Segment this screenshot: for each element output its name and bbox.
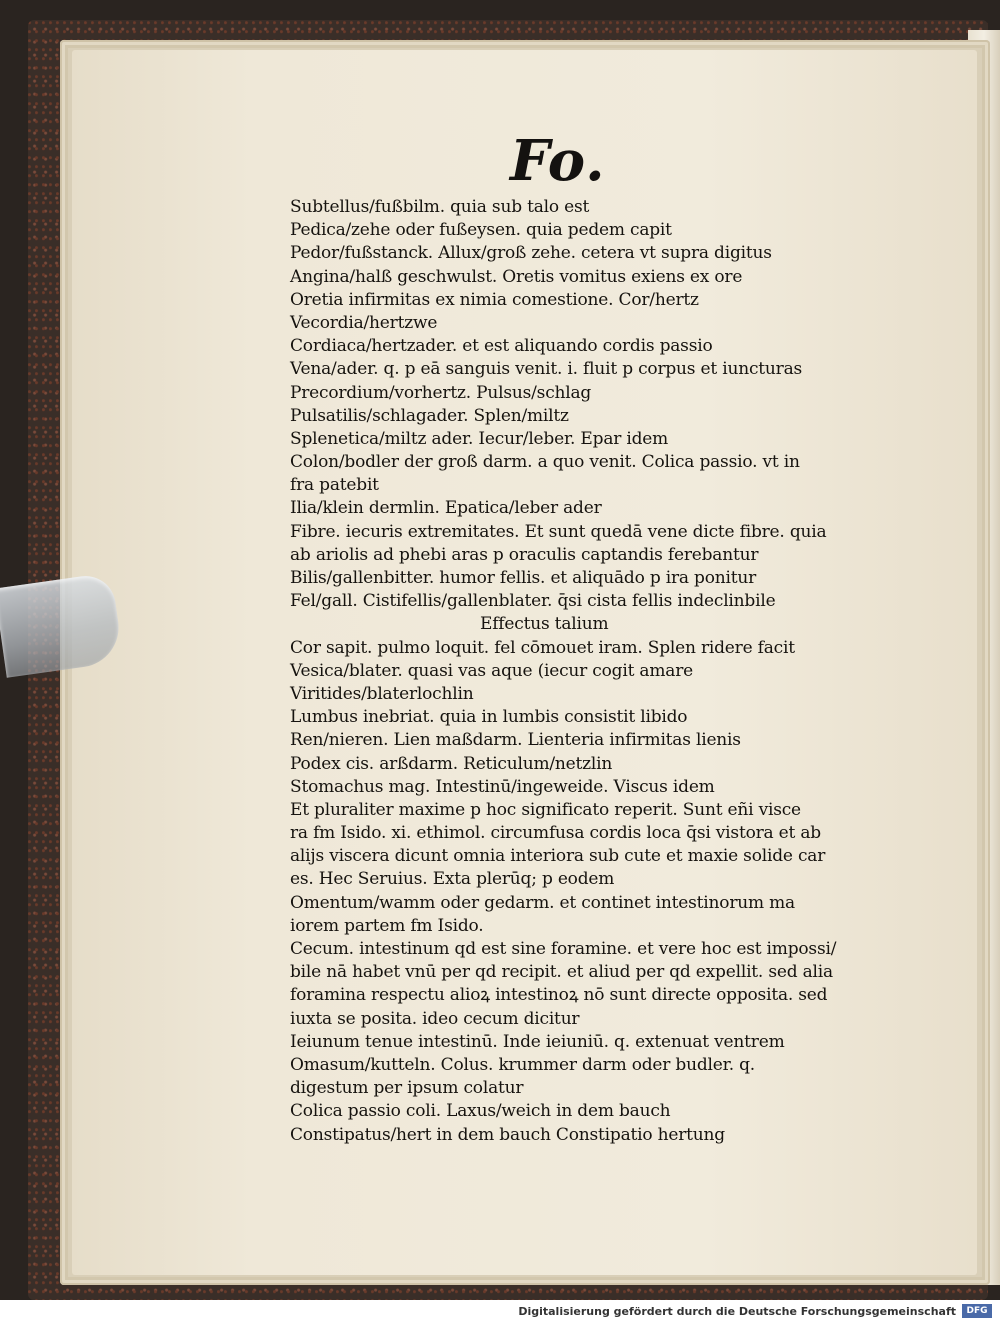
text-line: Omasum/kutteln. Colus. krummer darm oder budler. q. xyxy=(290,1054,755,1075)
text-line: Bilis/gallenbitter. humor fellis. et aliquādo p ira ponitur xyxy=(290,568,757,588)
text-line: Constipatus/hert in dem bauch Constipatio hertung xyxy=(290,1124,725,1145)
text-line: Vecordia/hertzwe xyxy=(290,312,438,333)
text-line: foramina respectu alioꝝ intestinoꝝ nō sunt directe opposita. sed xyxy=(290,985,828,1006)
text-line: Pulsatilis/schlagader. Splen/miltz xyxy=(290,405,569,426)
text-line: digestum per ipsum colatur xyxy=(290,1078,524,1099)
text-line: alijs viscera dicunt omnia interiora sub cute et maxie solide car xyxy=(290,846,826,867)
text-line: Podex cis. arßdarm. Reticulum/netzlin xyxy=(290,753,613,774)
text-line: Stomachus mag. Intestinū/ingeweide. Viscus idem xyxy=(290,776,715,797)
text-line: Fibre. iecuris extremitates. Et sunt quedā vene dicte fibre. quia xyxy=(290,521,827,542)
text-line: ra fm Isido. xi. ethimol. circumfusa cordis loca q̄si vistora et ab xyxy=(290,823,821,844)
text-line: Et pluraliter maxime p hoc significato reperit. Sunt eñi visce xyxy=(290,799,801,820)
footer-credit: Digitalisierung gefördert durch die Deutsche Forschungsgemeinschaft xyxy=(518,1305,956,1318)
text-line: ab ariolis ad phebi aras p oraculis captandis ferebantur xyxy=(290,544,759,565)
text-line: Fel/gall. Cistifellis/gallenblater. q̄si cista fellis indeclinbile xyxy=(290,591,776,612)
text-line: Colon/bodler der groß darm. a quo venit. Colica passio. vt in xyxy=(290,452,800,473)
text-line: Vesica/blater. quasi vas aque (iecur cogit amare xyxy=(290,660,693,681)
text-line: iorem partem fm Isido. xyxy=(290,915,484,936)
text-line: Cor sapit. pulmo loquit. fel cōmouet iram. Splen ridere facit xyxy=(290,637,795,658)
text-line: fra patebit xyxy=(290,475,379,496)
text-line: Cordiaca/hertzader. et est aliquando cordis passio xyxy=(290,336,713,357)
text-line: iuxta se posita. ideo cecum dicitur xyxy=(290,1008,580,1029)
text-line: bile nā habet vnū per qd recipit. et aliud per qd expellit. sed alia xyxy=(290,962,833,983)
text-line: Ilia/klein dermlin. Epatica/leber ader xyxy=(290,498,602,519)
text-line: Viritides/blaterlochlin xyxy=(290,683,474,704)
text-block xyxy=(290,196,890,1147)
text-line: es. Hec Seruius. Exta plerūq; p eodem xyxy=(290,869,615,890)
dfg-logo: DFG xyxy=(962,1304,992,1318)
text-line: Ieiunum tenue intestinū. Inde ieiuniū. q. extenuat ventrem xyxy=(290,1031,785,1052)
text-line: Colica passio coli. Laxus/weich in dem bauch xyxy=(290,1101,671,1122)
text-line: Effectus talium xyxy=(480,614,609,635)
text-line: Ren/nieren. Lien maßdarm. Lienteria infirmitas lienis xyxy=(290,730,741,751)
footer-bar xyxy=(0,1300,1000,1324)
text-line: Pedor/fußstanck. Allux/groß zehe. cetera vt supra digitus xyxy=(290,243,772,264)
text-line: Subtellus/fußbilm. quia sub talo est xyxy=(290,197,590,217)
text-line: Splenetica/miltz ader. Iecur/leber. Epar idem xyxy=(290,428,669,449)
text-line: Vena/ader. q. p eā sanguis venit. i. fluit p corpus et iuncturas xyxy=(290,359,803,380)
text-line: Lumbus inebriat. quia in lumbis consistit libido xyxy=(290,707,688,728)
text-line: Pedica/zehe oder fußeysen. quia pedem capit xyxy=(290,220,672,241)
text-line: Omentum/wamm oder gedarm. et continet intestinorum ma xyxy=(290,892,795,913)
page-heading: Fo. xyxy=(510,128,606,194)
text-line: Angina/halß geschwulst. Oretis vomitus exiens ex ore xyxy=(290,266,743,287)
text-line: Precordium/vorhertz. Pulsus/schlag xyxy=(290,382,592,403)
text-line: Cecum. intestinum qd est sine foramine. et vere hoc est impossi/ xyxy=(290,939,837,959)
text-line: Oretia infirmitas ex nimia comestione. Cor/hertz xyxy=(290,289,699,310)
